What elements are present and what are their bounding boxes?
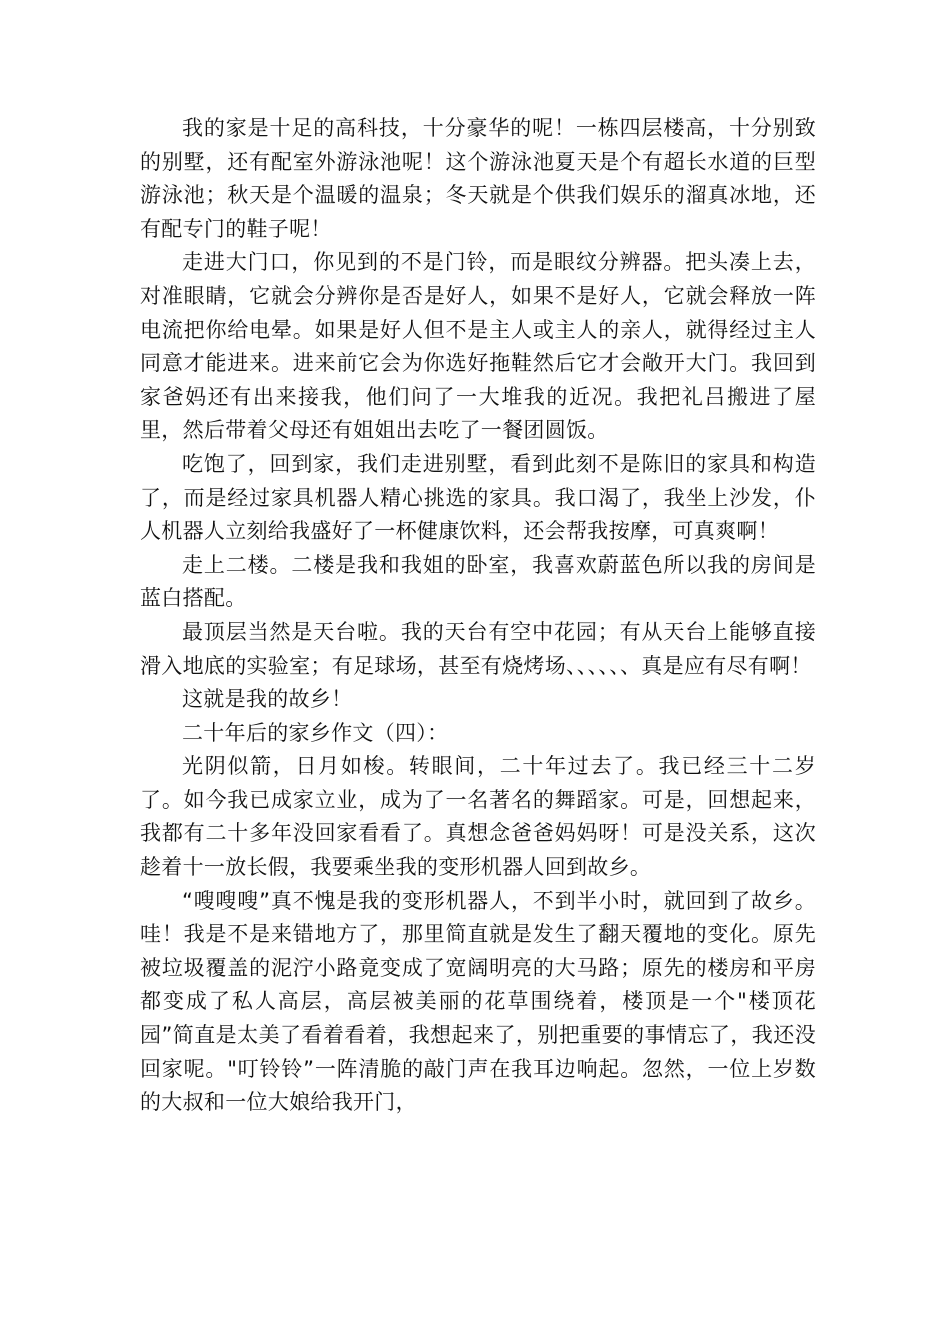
section-heading: 二十年后的家乡作文（四）： <box>182 720 449 745</box>
paragraph-4: 走上二楼。二楼是我和我姐的卧室，我喜欢蔚蓝色所以我的房间是蓝白搭配。 <box>140 552 816 611</box>
paragraph-3: 吃饱了，回到家，我们走进别墅，看到此刻不是陈旧的家具和构造了，而是经过家具机器人精心挑选的家具。我口渴了，我坐上沙发，仆人机器人立刻给我盛好了一杯健康饮料，还会帮我按摩，可真爽啊！ <box>140 451 816 544</box>
paragraph-7: 光阴似箭，日月如梭。转眼间，二十年过去了。我已经三十二岁了。如今我已成家立业，成为了一名著名的舞蹈家。可是，回想起来，我都有二十多年没回家看看了。真想念爸爸妈妈呀！可是没关系，这次趁着十一放长假，我要乘坐我的变形机器人回到故乡。 <box>140 754 816 880</box>
paragraph-6: 这就是我的故乡！ <box>182 687 353 712</box>
paragraph-5: 最顶层当然是天台啦。我的天台有空中花园；有从天台上能够直接滑入地底的实验室；有足球场，甚至有烧烤场、、、、、、真是应有尽有啊！ <box>140 619 816 678</box>
paragraph-2: 走进大门口，你见到的不是门铃，而是眼纹分辨器。把头凑上去，对准眼睛，它就会分辨你是否是好人，如果不是好人，它就会释放一阵电流把你给电晕。如果是好人但不是主人或主人的亲人，就得经过主人同意才能进来。进来前它会为你选好拖鞋然后它才会敞开大门。我回到家爸妈还有出来接我，他们问了一大堆我的近况。我把礼吕搬进了屋里，然后带着父母还有姐姐出去吃了一餐团圆饭。 <box>140 250 816 443</box>
paragraph-1: 我的家是十足的高科技，十分豪华的呢！一栋四层楼高，十分别致的别墅，还有配室外游泳池呢！这个游泳池夏天是个有超长水道的巨型游泳池；秋天是个温暖的温泉；冬天就是个供我们娱乐的溜真冰地，还有配专门的鞋子呢！ <box>140 116 816 241</box>
paragraph-8: “嗖嗖嗖”真不愧是我的变形机器人，不到半小时，就回到了故乡。哇！我是不是来错地方了，那里简直就是发生了翻天覆地的变化。原先被垃圾覆盖的泥泞小路竟变成了宽阔明亮的大马路；原先的楼房和平房都变成了私人高层，高层被美丽的花草围绕着，楼顶是一个"楼顶花园”简直是太美了看着看着，我想起来了，别把重要的事情忘了，我还没回家呢。"叮铃铃”一阵清脆的敲门声在我耳边响起。忽然，一位上岁数的大叔和一位大娘给我开门， <box>140 888 816 1115</box>
document-body <box>140 112 816 1120</box>
